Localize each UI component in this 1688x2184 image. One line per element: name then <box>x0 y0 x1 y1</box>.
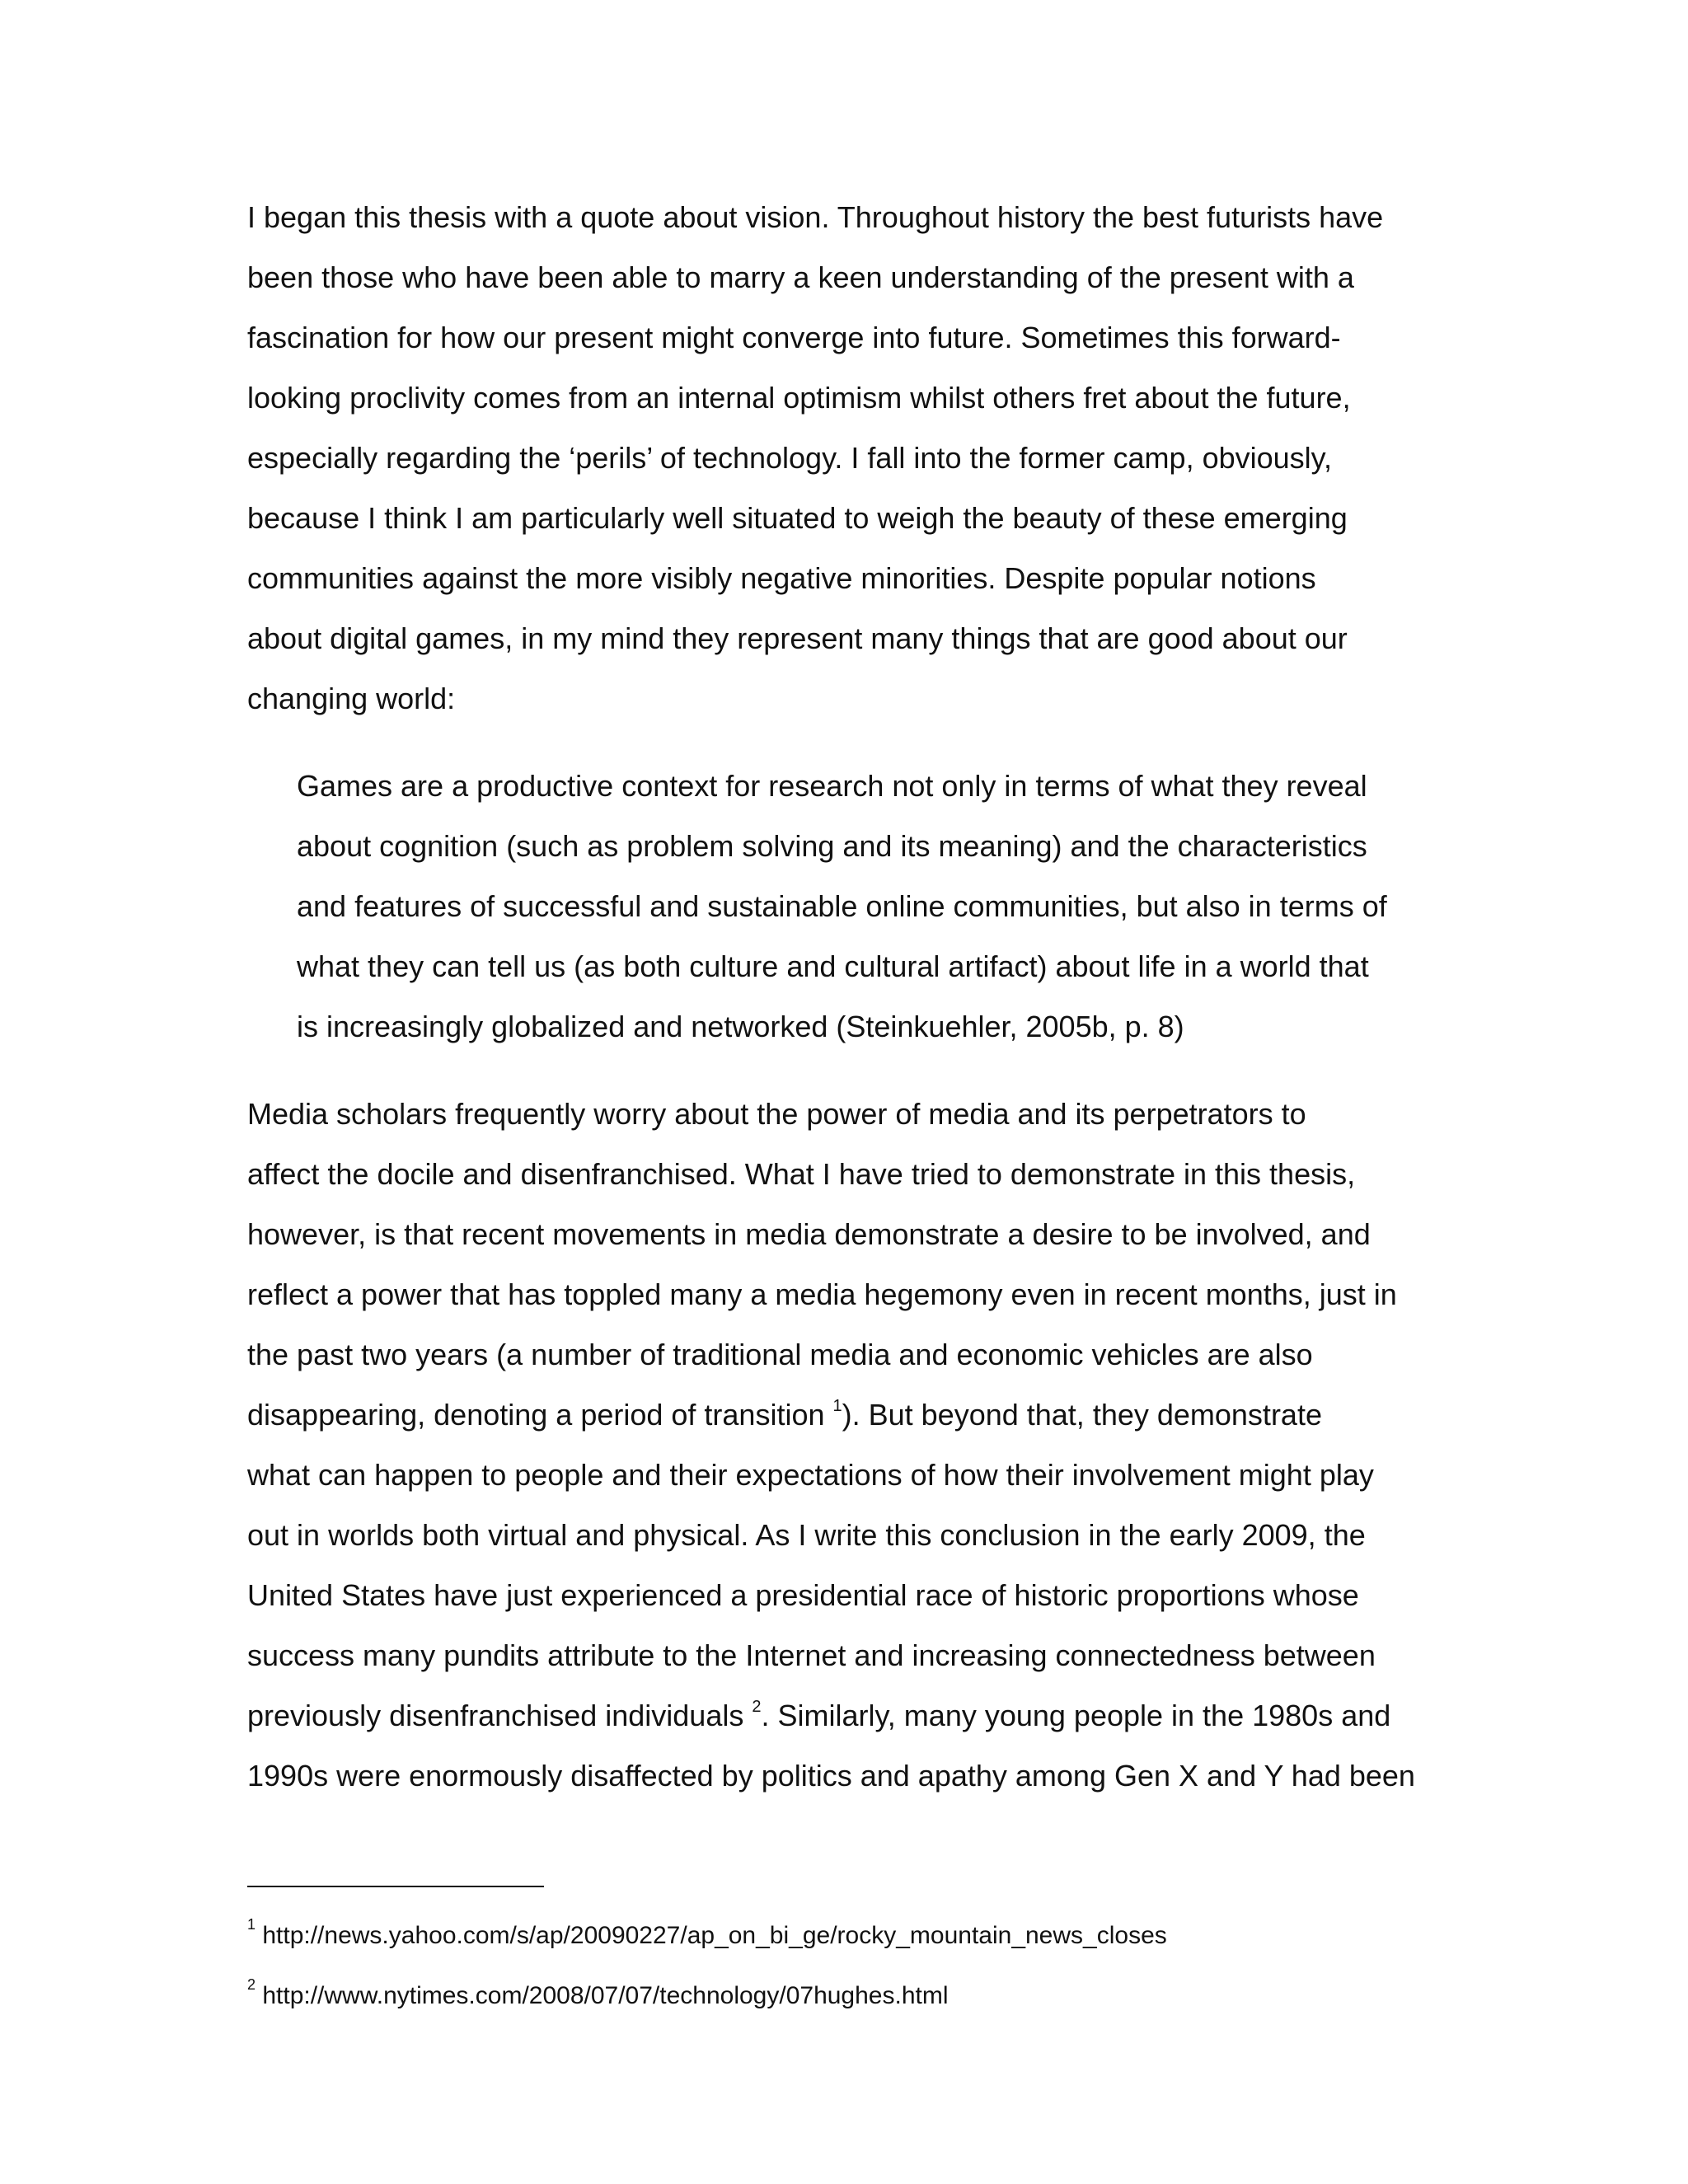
text-line: communities against the more visibly negative minorities. Despite popular notions <box>247 561 1316 595</box>
footnote-number: 1 <box>247 1916 256 1933</box>
quote-line: is increasingly globalized and networked (Steinkuehler, 2005b, p. 8) <box>297 1010 1184 1043</box>
footnote-url[interactable]: http://www.nytimes.com/2008/07/07/technology/07hughes.html <box>256 1982 949 2009</box>
text-segment: . Similarly, many young people in the 1980s and <box>761 1699 1391 1732</box>
text-line: out in worlds both virtual and physical. As I write this conclusion in the early 2009, the <box>247 1518 1366 1552</box>
text-line: about digital games, in my mind they represent many things that are good about our <box>247 621 1348 655</box>
text-line: reflect a power that has toppled many a media hegemony even in recent months, just in <box>247 1277 1397 1311</box>
text-line: however, is that recent movements in media demonstrate a desire to be involved, and <box>247 1217 1371 1251</box>
text-line: 1990s were enormously disaffected by politics and apathy among Gen X and Y had been <box>247 1759 1415 1793</box>
footnote-ref-2[interactable]: 2 <box>752 1698 762 1716</box>
text-line: fascination for how our present might converge into future. Sometimes this forward- <box>247 321 1341 354</box>
text-line <box>247 1698 1390 1734</box>
footnote-number: 2 <box>247 1976 256 1993</box>
quote-line: what they can tell us (as both culture and cultural artifact) about life in a world that <box>297 949 1369 983</box>
text-line <box>247 1397 1322 1433</box>
quote-line: Games are a productive context for research not only in terms of what they reveal <box>297 769 1367 803</box>
text-line: been those who have been able to marry a keen understanding of the present with a <box>247 260 1354 294</box>
text-segment: ). But beyond that, they demonstrate <box>842 1398 1322 1432</box>
text-line: affect the docile and disenfranchised. What I have tried to demonstrate in this thesis, <box>247 1157 1356 1191</box>
footnote-1 <box>247 1916 1167 1952</box>
footnote-divider <box>247 1886 544 1887</box>
text-line: because I think I am particularly well situated to weigh the beauty of these emerging <box>247 501 1348 535</box>
text-line: United States have just experienced a presidential race of historic proportions whose <box>247 1578 1359 1612</box>
text-line: looking proclivity comes from an internal optimism whilst others fret about the future, <box>247 381 1351 415</box>
quote-line: about cognition (such as problem solving and its meaning) and the characteristics <box>297 829 1367 863</box>
text-line: success many pundits attribute to the Internet and increasing connectedness between <box>247 1638 1376 1672</box>
footnote-ref-1[interactable]: 1 <box>832 1397 842 1415</box>
footnote-2 <box>247 1976 949 2012</box>
text-line: the past two years (a number of traditional media and economic vehicles are also <box>247 1338 1313 1371</box>
text-line: what can happen to people and their expectations of how their involvement might play <box>247 1458 1374 1492</box>
footnote-url[interactable]: http://news.yahoo.com/s/ap/20090227/ap_on_bi_ge/rocky_mountain_news_closes <box>256 1922 1167 1949</box>
quote-line: and features of successful and sustainable online communities, but also in terms of <box>297 889 1387 923</box>
text-line: Media scholars frequently worry about the power of media and its perpetrators to <box>247 1097 1306 1131</box>
text-segment: disappearing, denoting a period of transition <box>247 1398 833 1432</box>
text-line: I began this thesis with a quote about vision. Throughout history the best futurists have <box>247 200 1384 234</box>
text-line: especially regarding the ‘perils’ of technology. I fall into the former camp, obviously, <box>247 441 1332 475</box>
text-segment: previously disenfranchised individuals <box>247 1699 753 1732</box>
text-line: changing world: <box>247 682 456 715</box>
